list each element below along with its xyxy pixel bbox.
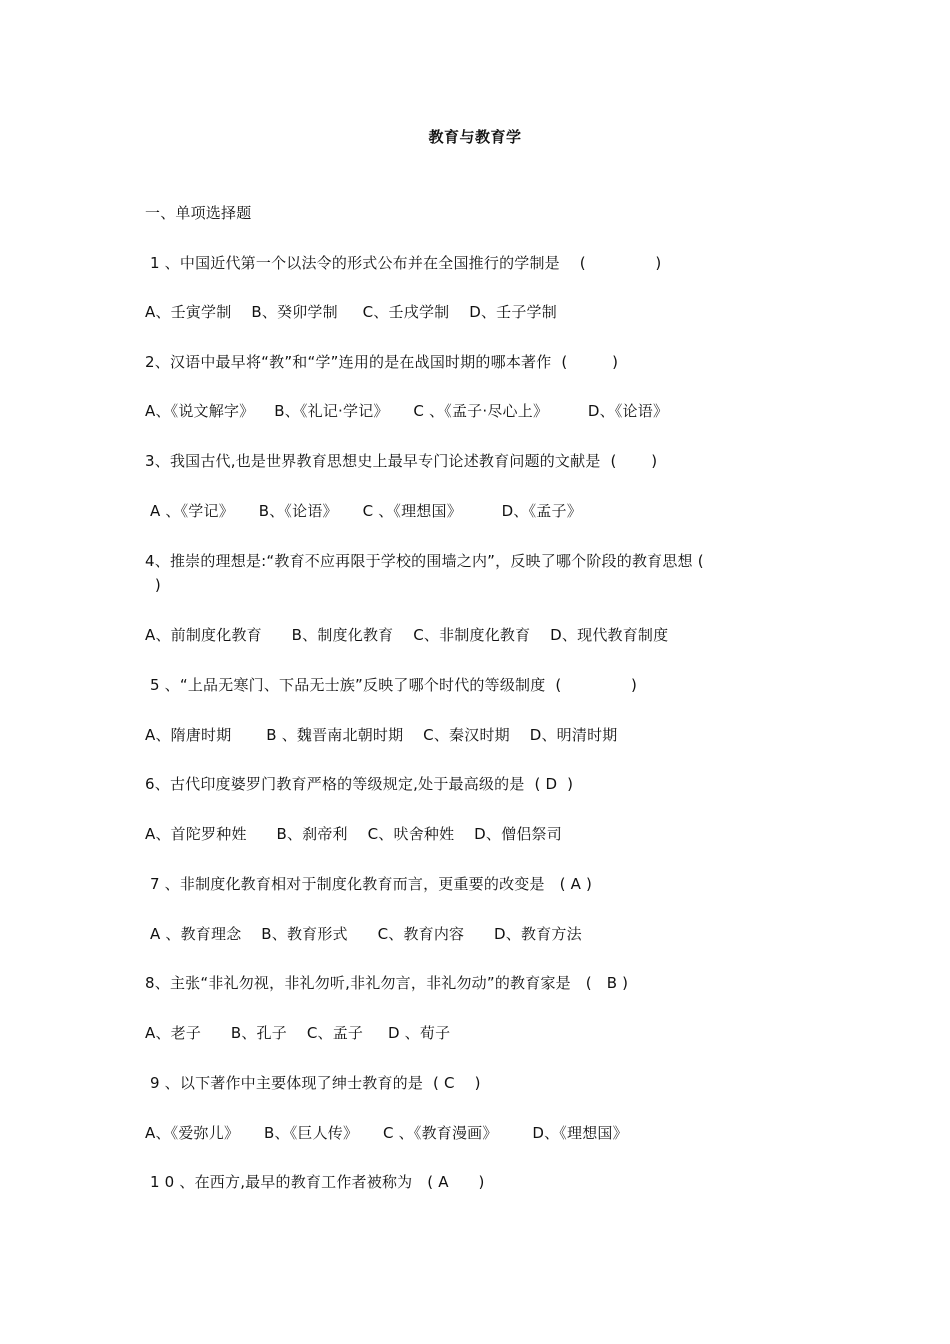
question-stem-continuation: ) (145, 576, 161, 594)
question-stem: 7 、非制度化教育相对于制度化教育而言，更重要的改变是 ( A ) (145, 875, 593, 893)
question-options: A、《爱弥儿》 B、《巨人传》 C 、《教育漫画》 D、《理想国》 (145, 1124, 628, 1142)
question-stem: 6、古代印度婆罗门教育严格的等级规定,处于最高级的是 ( D ) (145, 775, 574, 793)
question-stem: 3、我国古代,也是世界教育思想史上最早专门论述教育问题的文献是 ( ) (145, 452, 658, 470)
question-stem: 1 、中国近代第一个以法令的形式公布并在全国推行的学制是 ( ) (145, 254, 662, 272)
question-stem: 1 0 、在西方,最早的教育工作者被称为 ( A ) (145, 1173, 485, 1191)
question-options: A、前制度化教育 B、制度化教育 C、非制度化教育 D、现代教育制度 (145, 626, 669, 644)
document-title: 教育与教育学 (428, 128, 522, 146)
question-options: A、隋唐时期 B 、魏晋南北朝时期 C、秦汉时期 D、明清时期 (145, 726, 618, 744)
question-options: A、壬寅学制 B、癸卯学制 C、壬戌学制 D、壬子学制 (145, 303, 557, 321)
question-stem: 2、汉语中最早将“教”和“学”连用的是在战国时期的哪本著作 ( ) (145, 353, 619, 371)
question-options: A、老子 B、孔子 C、孟子 D 、荀子 (145, 1024, 451, 1042)
question-stem: 9 、以下著作中主要体现了绅士教育的是 ( C ) (145, 1074, 481, 1092)
section-heading: 一、单项选择题 (145, 204, 252, 222)
question-stem: 5 、“上品无寒门、下品无士族”反映了哪个时代的等级制度 ( ) (145, 676, 638, 694)
question-options: A 、《学记》 B、《论语》 C 、《理想国》 D、《孟子》 (145, 502, 582, 520)
question-stem: 8、主张“非礼勿视，非礼勿听,非礼勿言，非礼勿动”的教育家是 ( B ) (145, 974, 629, 992)
question-options: A 、教育理念 B、教育形式 C、教育内容 D、教育方法 (145, 925, 582, 943)
question-options: A、《说文解字》 B、《礼记·学记》 C 、《孟子·尽心上》 D、《论语》 (145, 402, 669, 420)
question-stem: 4、推崇的理想是:“教育不应再限于学校的围墙之内”，反映了哪个阶段的教育思想 ( (145, 552, 704, 570)
question-options: A、首陀罗种姓 B、刹帝利 C、吠舍种姓 D、僧侣祭司 (145, 825, 562, 843)
